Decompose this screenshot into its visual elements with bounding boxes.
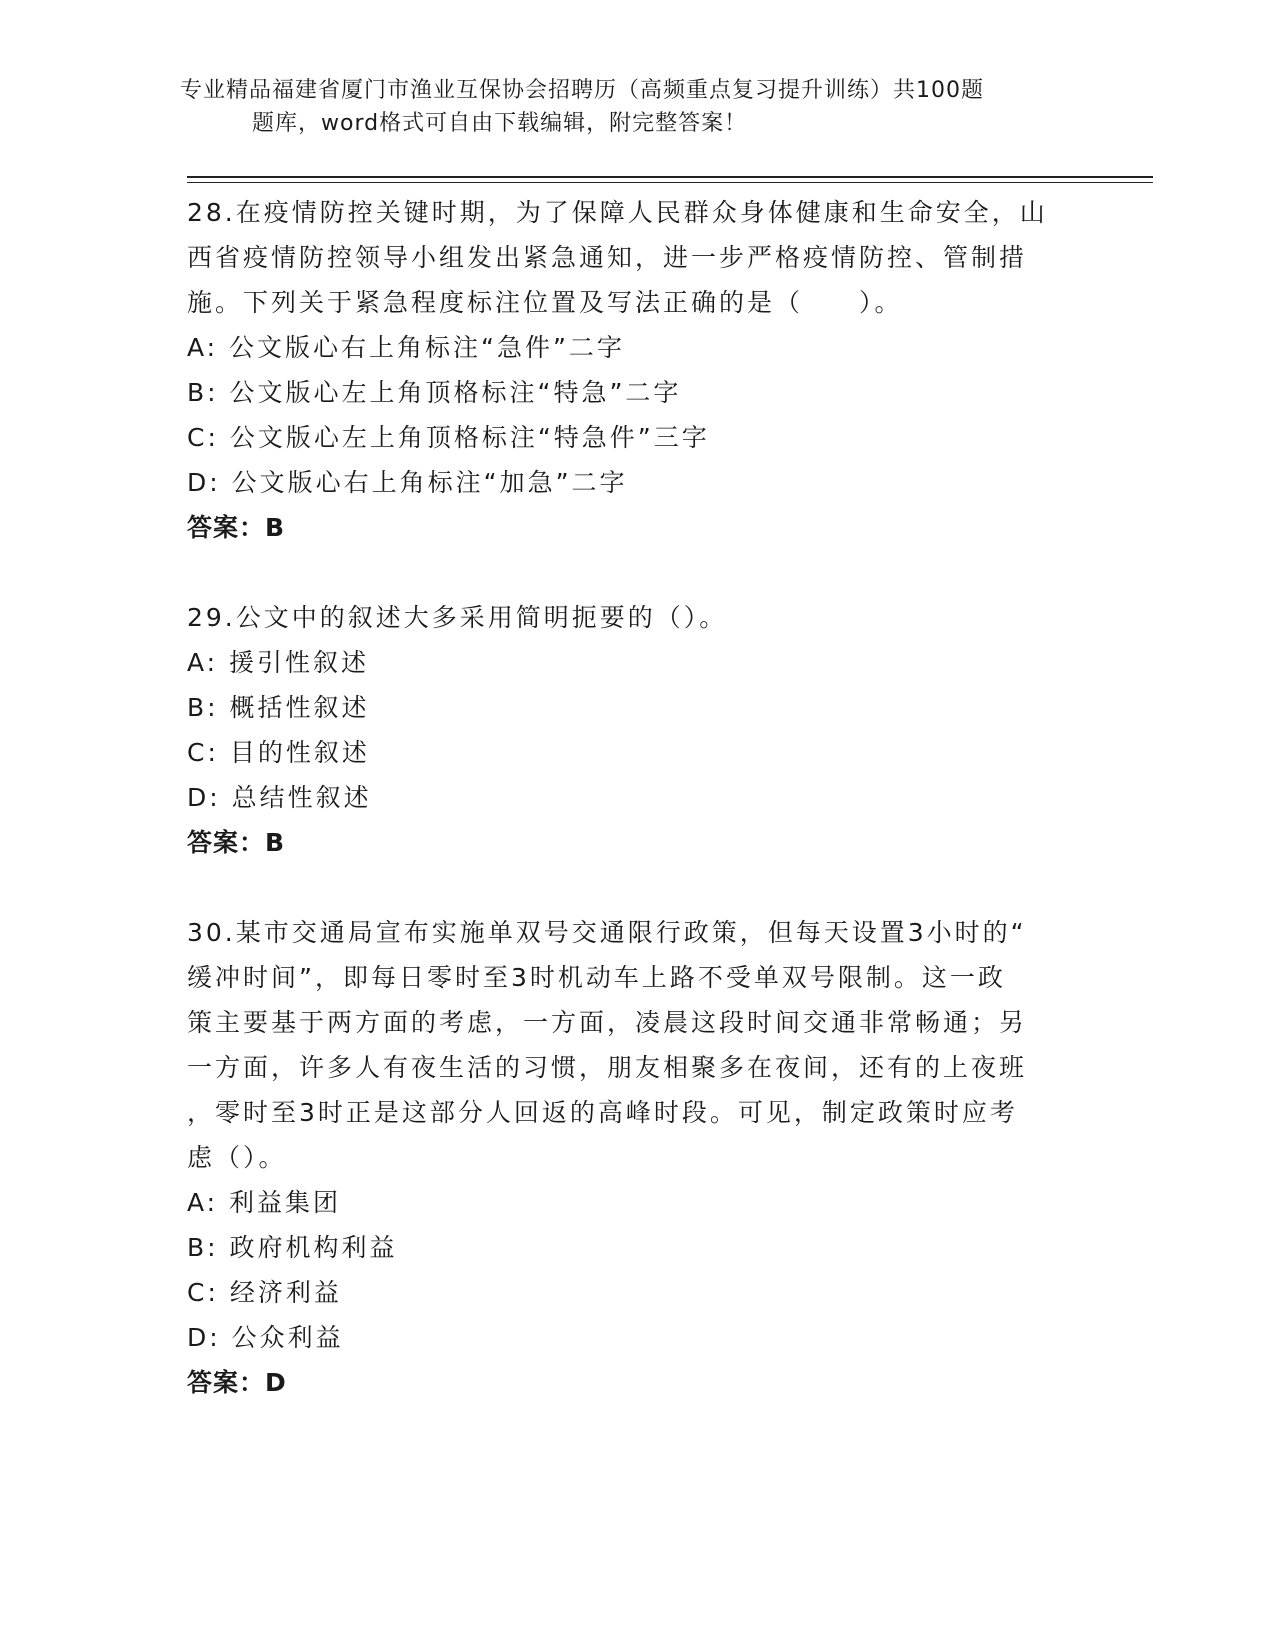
header-divider-thin — [187, 182, 1153, 183]
document-header — [180, 74, 1080, 140]
question-28 — [187, 190, 1087, 550]
option-c: C: 公文版心左上角顶格标注“特急件”三字 — [187, 423, 710, 452]
option-a: A: 公文版心右上角标注“急件”二字 — [187, 333, 625, 362]
option-c: C: 经济利益 — [187, 1278, 342, 1307]
question-stem-line: 一方面，许多人有夜生活的习惯，朋友相聚多在夜间，还有的上夜班 — [187, 1053, 1028, 1082]
question-stem-line: 29.公文中的叙述大多采用简明扼要的（）。 — [187, 603, 728, 632]
question-stem-line: 30.某市交通局宣布实施单双号交通限行政策，但每天设置3小时的“ — [187, 918, 1027, 947]
option-d: D: 公众利益 — [187, 1323, 344, 1352]
question-stem-line: 策主要基于两方面的考虑，一方面，凌晨这段时间交通非常畅通；另 — [187, 1008, 1028, 1037]
option-b: B: 政府机构利益 — [187, 1233, 398, 1262]
answer-line: 答案：D — [187, 1368, 287, 1397]
question-stem-line: ，零时至3时正是这部分人回返的高峰时段。可见，制定政策时应考 — [187, 1098, 1018, 1127]
option-b: B: 公文版心左上角顶格标注“特急”二字 — [187, 378, 682, 407]
header-title-line-2: 题库，word格式可自由下载编辑，附完整答案！ — [252, 111, 748, 136]
option-a: A: 援引性叙述 — [187, 648, 370, 677]
option-a: A: 利益集团 — [187, 1188, 342, 1217]
option-c: C: 目的性叙述 — [187, 738, 370, 767]
question-30 — [187, 910, 1087, 1405]
question-stem-line: 28.在疫情防控关键时期，为了保障人民群众身体健康和生命安全，山 — [187, 198, 1048, 227]
option-d: D: 公文版心右上角标注“加急”二字 — [187, 468, 628, 497]
answer-line: 答案：B — [187, 828, 286, 857]
question-29 — [187, 595, 1087, 865]
question-stem-line: 虑（）。 — [187, 1143, 287, 1172]
answer-line: 答案：B — [187, 513, 286, 542]
question-stem-line: 施。下列关于紧急程度标注位置及写法正确的是（ ）。 — [187, 288, 903, 317]
header-divider-thick — [187, 176, 1153, 178]
question-list — [187, 190, 1087, 1450]
option-d: D: 总结性叙述 — [187, 783, 372, 812]
header-title-line-1: 专业精品福建省厦门市渔业互保协会招聘历（高频重点复习提升训练）共100题 — [180, 78, 984, 103]
option-b: B: 概括性叙述 — [187, 693, 370, 722]
question-stem-line: 西省疫情防控领导小组发出紧急通知，进一步严格疫情防控、管制措 — [187, 243, 1028, 272]
question-stem-line: 缓冲时间”，即每日零时至3时机动车上路不受单双号限制。这一政 — [187, 963, 1006, 992]
